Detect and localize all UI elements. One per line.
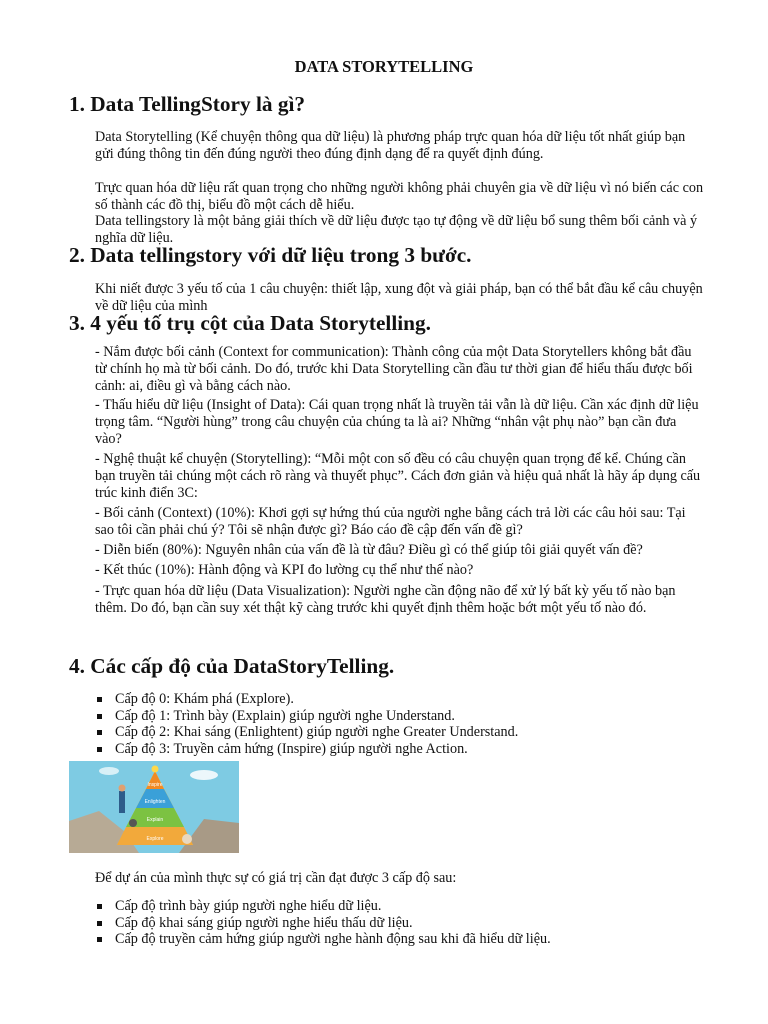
list-item: Cấp độ khai sáng giúp người nghe hiểu thấu dữ liệu. [95, 915, 551, 932]
pillar-3c-development: - Diễn biến (80%): Nguyên nhân của vấn đề là từ đâu? Điều gì có thể giúp tôi giải quyết vấn đề? [95, 542, 643, 558]
pillar-insight: - Thấu hiểu dữ liệu (Insight of Data): Cái quan trọng nhất là truyền tải vẫn là dữ liệu. Cần xác định dữ liệu trọng tâm. “Người hùng” trong câu chuyện của chúng ta là ai? Những “nhân vật phụ nào” bạn cần đưa vào? [95, 397, 699, 447]
list-item: Cấp độ truyền cảm hứng giúp người nghe hành động sau khi đã hiểu dữ liệu. [95, 931, 551, 948]
levels-intro-text: Để dự án của mình thực sự có giá trị cần đạt được 3 cấp độ sau: [95, 870, 457, 886]
section-2-heading: 2. Data tellingstory với dữ liệu trong 3 bước. [69, 243, 472, 267]
list-item: Cấp độ 3: Truyền cảm hứng (Inspire) giúp người nghe Action. [95, 741, 518, 758]
pillar-context: - Nắm được bối cảnh (Context for communication): Thành công của một Data Storytellers không bắt đầu từ chính họ mà từ bối cảnh. Do đó, trước khi Data Storytelling cần đầu tư thời gian để hiểu thấu được bối cảnh: ai, điều gì và bằng cách nào. [95, 344, 693, 394]
section-1-paragraph-2: Trực quan hóa dữ liệu rất quan trọng cho những người không phải chuyên gia về dữ liệu vì nó biến các con số thành các đồ thị, biểu đồ một cách dễ hiểu. [95, 180, 704, 213]
list-item: Cấp độ trình bày giúp người nghe hiểu dữ liệu. [95, 898, 551, 915]
pyramid-label-inspire: Inspire [147, 782, 163, 788]
pillar-3c-conclusion: - Kết thúc (10%): Hành động và KPI đo lường cụ thể như thế nào? [95, 562, 474, 578]
list-item: Cấp độ 2: Khai sáng (Enlightent) giúp người nghe Greater Understand. [95, 724, 518, 741]
list-item: Cấp độ 0: Khám phá (Explore). [95, 691, 518, 708]
pyramid-label-explain: Explain [146, 817, 164, 823]
section-1-heading: 1. Data TellingStory là gì? [69, 92, 306, 116]
pyramid-label-enlighten: Enlighten [144, 799, 166, 805]
section-3-heading: 3. 4 yếu tố trụ cột của Data Storytelling. [69, 311, 431, 335]
pillar-visualization: - Trực quan hóa dữ liệu (Data Visualization): Người nghe cần động não để xử lý bất kỳ yếu tố nào bạn thêm. Do đó, bạn cần suy xét thật kỹ càng trước khi quyết định thêm hoặc bớt một yếu tố nào đó. [95, 583, 676, 616]
levels-list [95, 691, 518, 757]
list-item: Cấp độ 1: Trình bày (Explain) giúp người nghe Understand. [95, 708, 518, 725]
section-1-paragraph-3: Data tellingstory là một bảng giải thích về dữ liệu được tạo tự động về dữ liệu bổ sung thêm bối cảnh và ý nghĩa dữ liệu. [95, 213, 698, 246]
section-1-paragraph-1: Data Storytelling (Kể chuyện thông qua dữ liệu) là phương pháp trực quan hóa dữ liệu tốt nhất giúp bạn gửi đúng thông tin đến đúng người theo đúng định dạng để ra quyết định đúng. [95, 129, 686, 162]
document-title: DATA STORYTELLING [294, 57, 474, 76]
pillar-storytelling: - Nghệ thuật kể chuyện (Storytelling): “Mỗi một con số đều có câu chuyện quan trọng để kể. Chúng cần bạn truyền tải chúng một cách rõ ràng và thuyết phục”. Cách đơn giản và hiệu quả nhất là hãy áp dụng cấu trúc kinh điển 3C: [95, 451, 701, 501]
section-2-paragraph-1: Khi niết được 3 yếu tố của 1 câu chuyện: thiết lập, xung đột và giải pháp, bạn có thể bắt đầu kể câu chuyện về dữ liệu của mình [95, 281, 703, 314]
pyramid-label-explore: Explore [146, 836, 164, 842]
storytelling-pyramid-image [69, 761, 239, 853]
section-4-heading: 4. Các cấp độ của DataStoryTelling. [69, 654, 395, 678]
goals-list [95, 898, 551, 948]
pillar-3c-context: - Bối cảnh (Context) (10%): Khơi gợi sự hứng thú của người nghe bằng cách trả lời các câu hỏi sau: Tại sao tôi cần phải chú ý? Tôi sẽ nhận được gì? Báo cáo đề cập đến vấn đề gì? [95, 505, 686, 538]
